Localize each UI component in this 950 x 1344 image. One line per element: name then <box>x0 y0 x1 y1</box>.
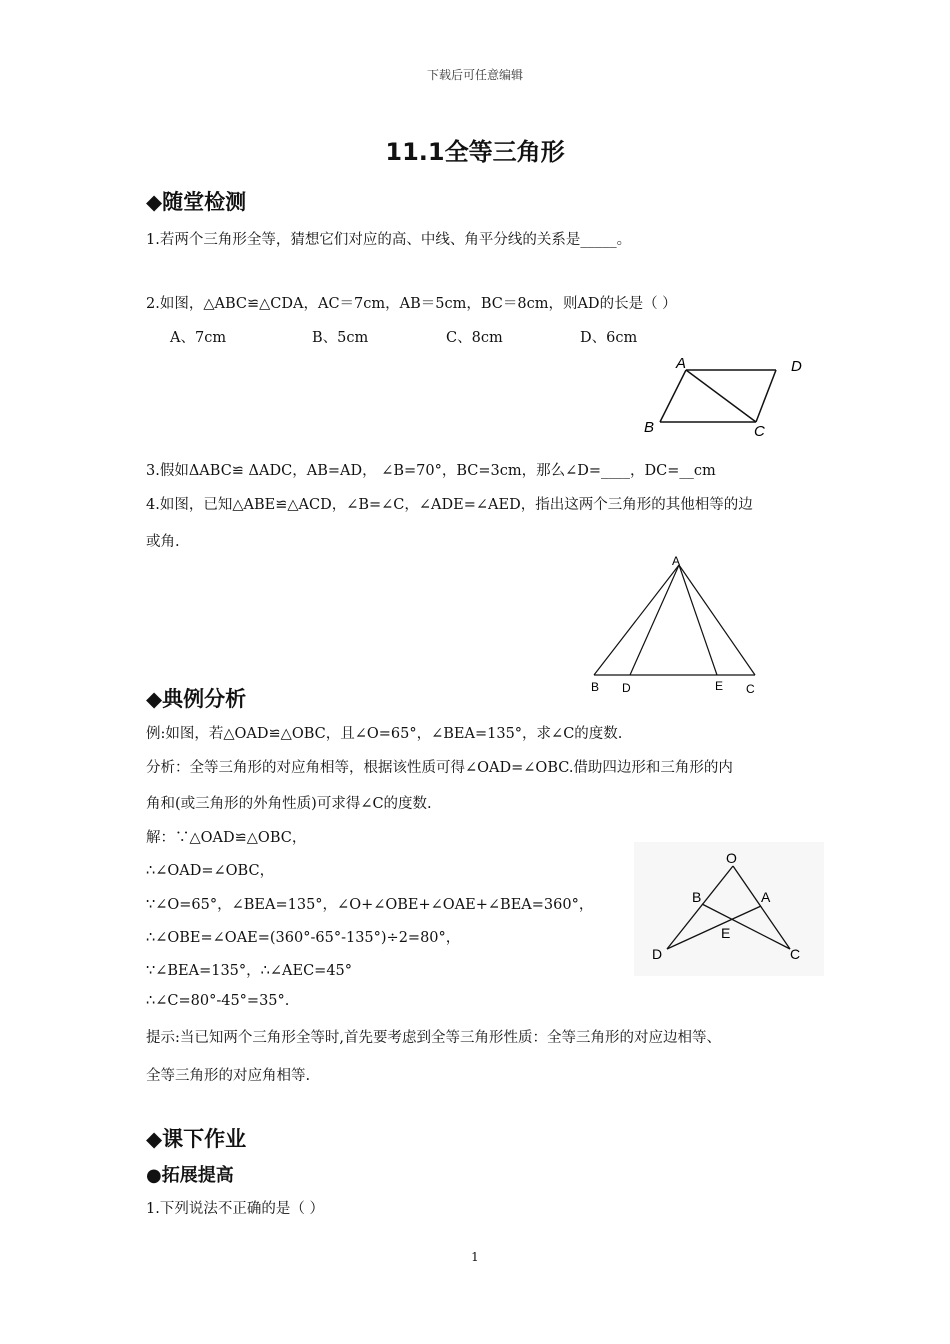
solution-line-2: ∴∠OAD=∠OBC， <box>146 863 275 879</box>
solution-line-6: ∴∠C=80°-45°=35°. <box>146 993 290 1009</box>
fig1-label-b: B <box>644 419 655 436</box>
fig3-label-c: C <box>790 946 801 962</box>
section-heading-homework: ◆课下作业 <box>146 1127 247 1151</box>
question-4-line-1: 4.如图，已知△ABE≌△ACD，∠B=∠C，∠ADE=∠AED，指出这两个三角形的其他相等的边 <box>146 497 753 513</box>
homework-question-1: 1.下列说法不正确的是（ ） <box>146 1201 324 1217</box>
tip-line-1: 提示:当已知两个三角形全等时,首先要考虑到全等三角形性质：全等三角形的对应边相等、 <box>146 1030 721 1046</box>
option-c: C、8cm <box>446 330 503 346</box>
fig2-label-c: C <box>746 682 755 696</box>
analysis-line-1: 分析：全等三角形的对应角相等，根据该性质可得∠OAD=∠OBC.借助四边形和三角形的内 <box>146 760 733 776</box>
option-d: D、6cm <box>580 330 638 346</box>
analysis-line-2: 角和(或三角形的外角性质)可求得∠C的度数. <box>146 796 432 812</box>
question-2: 2.如图，△ABC≌△CDA，AC＝7cm，AB＝5cm，BC＝8cm，则AD的长是（ ） <box>146 296 677 312</box>
page-title: 11.1全等三角形 <box>385 138 565 166</box>
fig2-label-e: E <box>715 679 724 693</box>
solution-line-5: ∵∠BEA=135°，∴∠AEC=45° <box>146 963 353 979</box>
solution-line-4: ∴∠OBE=∠OAE=(360°-65°-135°)÷2=80°， <box>146 930 461 946</box>
figure-crossed-triangles <box>634 842 824 978</box>
page-number: 1 <box>471 1250 479 1264</box>
question-1: 1.若两个三角形全等，猜想它们对应的高、中线、角平分线的关系是_____。 <box>146 232 632 248</box>
page-header: 下载后可任意编辑 <box>426 68 523 82</box>
fig3-label-b: B <box>692 889 702 905</box>
fig2-label-d: D <box>622 681 631 695</box>
fig2-label-b: B <box>591 680 600 694</box>
tip-line-2: 全等三角形的对应角相等. <box>146 1068 311 1084</box>
section-heading-example: ◆典例分析 <box>146 687 247 711</box>
fig3-label-a: A <box>761 889 771 905</box>
fig3-label-d: D <box>652 946 663 962</box>
subsection-heading-extension: ●拓展提高 <box>146 1165 234 1186</box>
solution-line-3: ∵∠O=65°，∠BEA=135°，∠O+∠OBE+∠OAE+∠BEA=360°， <box>146 897 594 913</box>
fig1-label-a: A <box>676 355 687 372</box>
fig2-label-a: A <box>672 554 681 568</box>
solution-line-1: 解：∵△OAD≌△OBC， <box>146 830 307 846</box>
section-heading-practice: ◆随堂检测 <box>146 190 247 214</box>
option-a: A、7cm <box>170 330 227 346</box>
fig1-label-c: C <box>754 423 765 440</box>
fig3-label-o: O <box>726 850 737 866</box>
figure-triangle-abec <box>584 553 774 699</box>
option-b: B、5cm <box>312 330 369 346</box>
fig3-label-e: E <box>721 925 731 941</box>
question-4-line-2: 或角. <box>146 534 180 550</box>
question-3: 3.假如ΔABC≌ ΔADC，AB=AD， ∠B=70°，BC=3cm，那么∠D=____，DC=__cm <box>146 463 716 479</box>
fig1-label-d: D <box>791 358 802 375</box>
example-question: 例:如图，若△OAD≌△OBC，且∠O=65°，∠BEA=135°，求∠C的度数. <box>146 726 623 742</box>
figure-parallelogram <box>640 352 810 442</box>
